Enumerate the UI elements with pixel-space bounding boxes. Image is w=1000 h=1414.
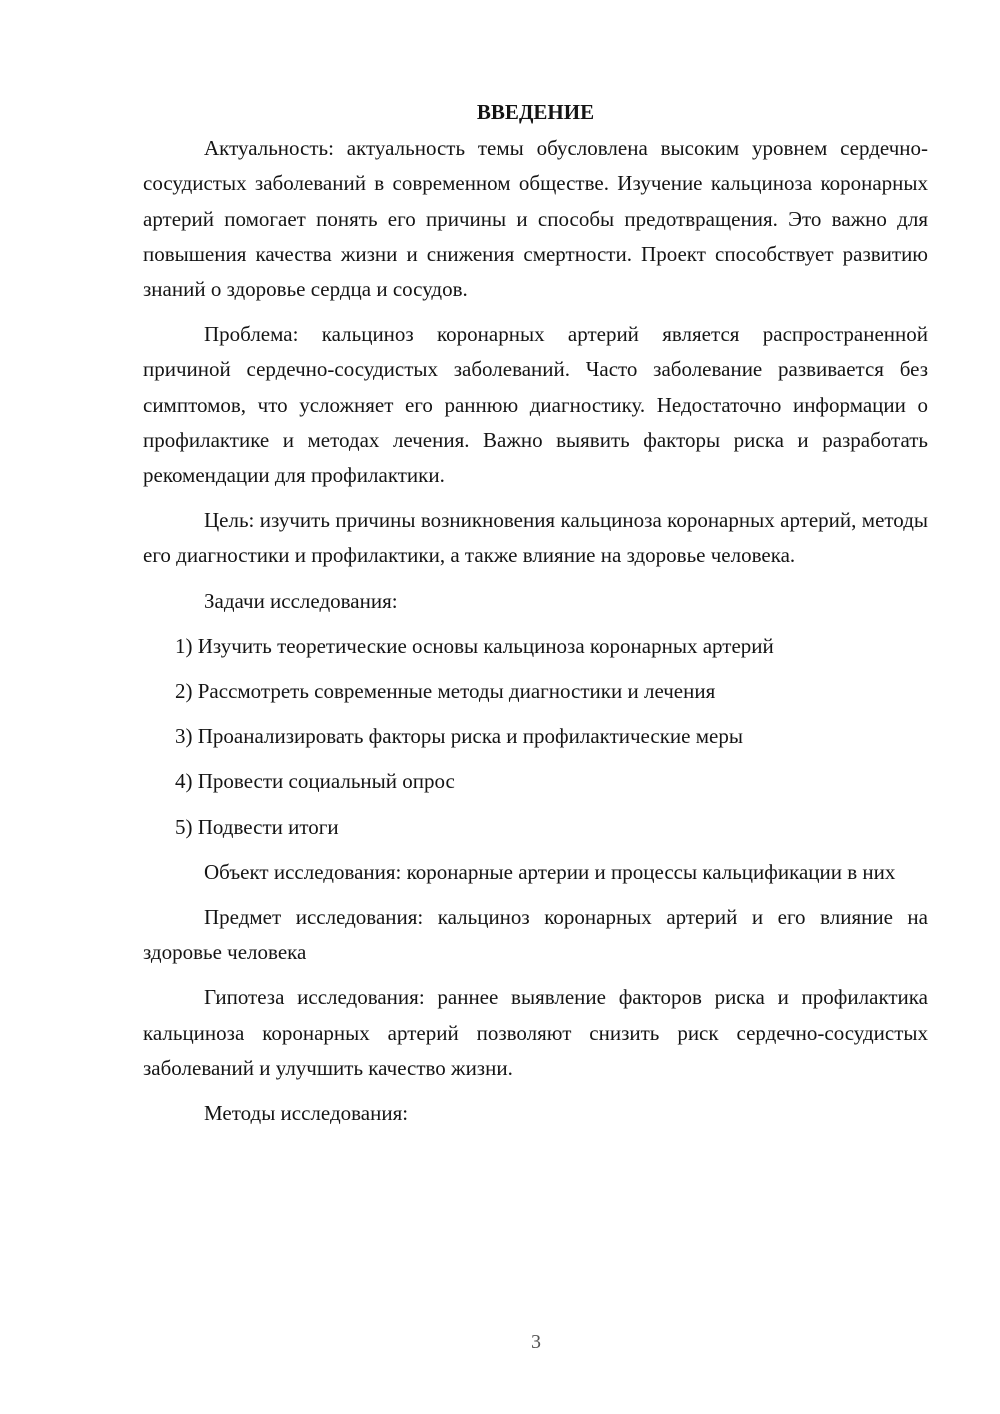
paragraph-methods: Методы исследования: bbox=[204, 1101, 409, 1126]
section-heading: ВВЕДЕНИЕ bbox=[476, 100, 595, 124]
paragraph-tasks-heading: Задачи исследования: bbox=[204, 588, 398, 613]
list-item: 1) Изучить теоретические основы кальциноза коронарных артерий bbox=[175, 633, 774, 658]
list-item: 2) Рассмотреть современные методы диагностики и лечения bbox=[175, 679, 716, 704]
list-item: 4) Провести социальный опрос bbox=[175, 769, 455, 794]
page-number: 3 bbox=[531, 1331, 541, 1353]
list-item: 3) Проанализировать факторы риска и профилактические меры bbox=[175, 724, 743, 749]
paragraph-problem: Проблема: кальциноз коронарных артерий является распространенной причиной сердечно-сосудистых заболеваний. Часто заболевание развивается без симптомов, что усложняет его раннюю диагностику. Недостаточно информации о профилактике и методах лечения. Важно выявить факторы риска и разработать рекомендации для профилактики. bbox=[143, 322, 928, 488]
list-item: 5) Подвести итоги bbox=[175, 814, 339, 839]
tasks-list bbox=[143, 629, 928, 845]
paragraph-object: Объект исследования: коронарные артерии и процессы кальцификации в них bbox=[204, 859, 896, 884]
paragraph-goal: Цель: изучить причины возникновения кальциноза коронарных артерий, методы его диагностики и профилактики, а также влияние на здоровье человека. bbox=[143, 508, 928, 568]
paragraph-relevance: Актуальность: актуальность темы обусловлена высоким уровнем сердечно-сосудистых заболеваний в современном обществе. Изучение кальциноза коронарных артерий помогает понять его причины и способы предотвращения. Это важно для повышения качества жизни и снижения смертности. Проект способствует развитию знаний о здоровье сердца и сосудов. bbox=[143, 136, 928, 302]
paragraph-subject: Предмет исследования: кальциноз коронарных артерий и его влияние на здоровье человека bbox=[143, 905, 928, 965]
page-body bbox=[143, 95, 928, 1141]
paragraph-hypothesis: Гипотеза исследования: раннее выявление факторов риска и профилактика кальциноза коронарных артерий позволяют снизить риск сердечно-сосудистых заболеваний и улучшить качество жизни. bbox=[143, 985, 928, 1080]
